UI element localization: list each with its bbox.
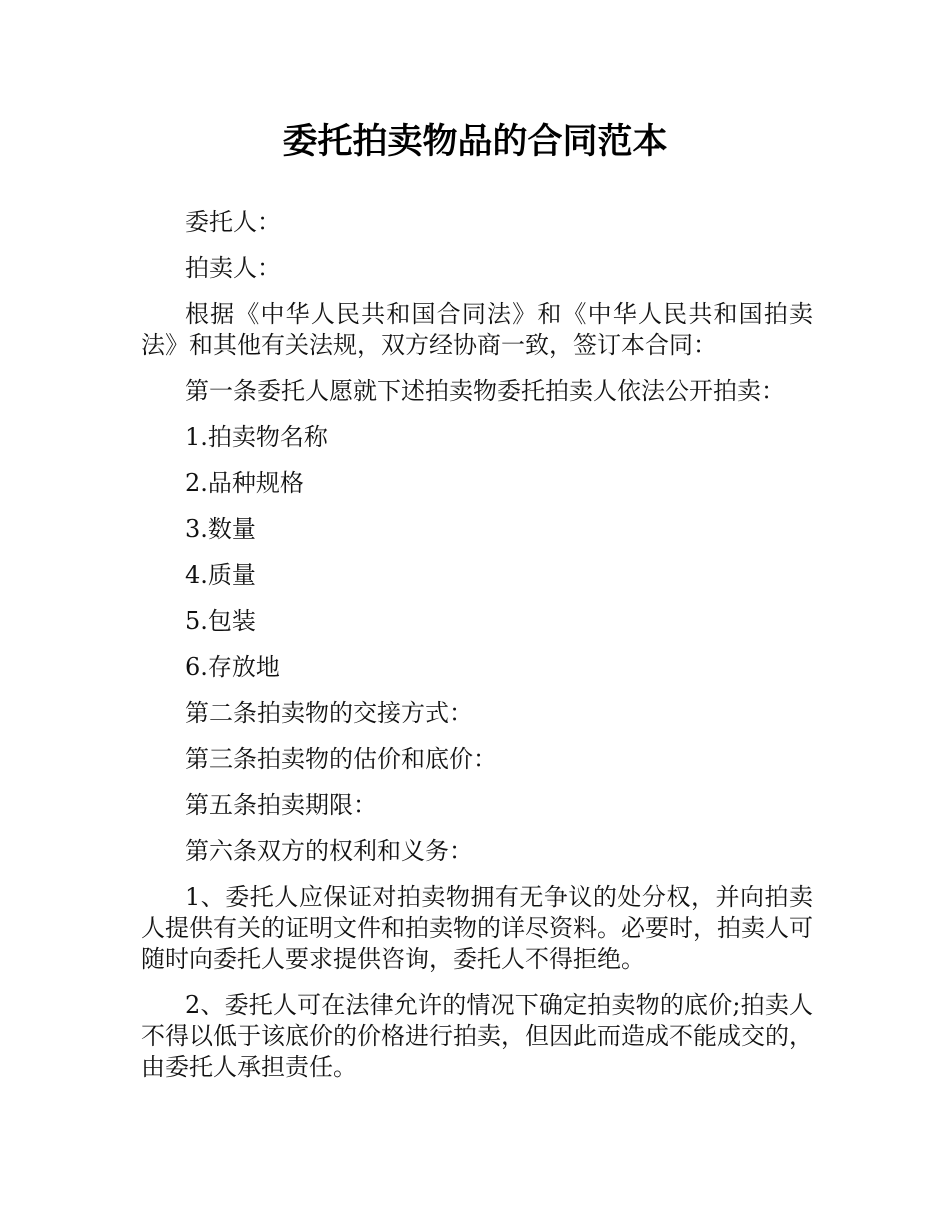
paragraph-article-2: 第二条拍卖物的交接方式： — [185, 699, 473, 727]
paragraph-article-5: 第五条拍卖期限： — [185, 791, 377, 819]
list-item-storage: 6.存放地 — [185, 653, 280, 681]
document-title: 委托拍卖物品的合同范本 — [282, 122, 668, 162]
list-item-spec: 2.品种规格 — [185, 469, 304, 497]
paragraph-article-1: 第一条委托人愿就下述拍卖物委托拍卖人依法公开拍卖： — [185, 377, 785, 405]
paragraph-article-6: 第六条双方的权利和义务： — [185, 837, 473, 865]
paragraph-duty-1: 1、委托人应保证对拍卖物拥有无争议的处分权，并向拍卖人提供有关的证明文件和拍卖物的详尽资料。必要时，拍卖人可随时向委托人要求提供咨询，委托人不得拒绝。 — [141, 883, 813, 973]
document-body — [141, 200, 813, 1091]
paragraph-auctioneer: 拍卖人： — [185, 254, 281, 282]
list-item-packaging: 5.包装 — [185, 607, 256, 635]
list-item-quantity: 3.数量 — [185, 515, 256, 543]
paragraph-duty-2: 2、委托人可在法律允许的情况下确定拍卖物的底价;拍卖人不得以低于该底价的价格进行拍卖，但因此而造成不能成交的，由委托人承担责任。 — [141, 991, 813, 1081]
list-item-quality: 4.质量 — [185, 561, 256, 589]
list-item-name: 1.拍卖物名称 — [185, 423, 328, 451]
paragraph-preamble: 根据《中华人民共和国合同法》和《中华人民共和国拍卖法》和其他有关法规，双方经协商一致，签订本合同： — [141, 300, 813, 359]
paragraph-principal: 委托人： — [185, 208, 281, 236]
paragraph-article-3: 第三条拍卖物的估价和底价： — [185, 745, 497, 773]
